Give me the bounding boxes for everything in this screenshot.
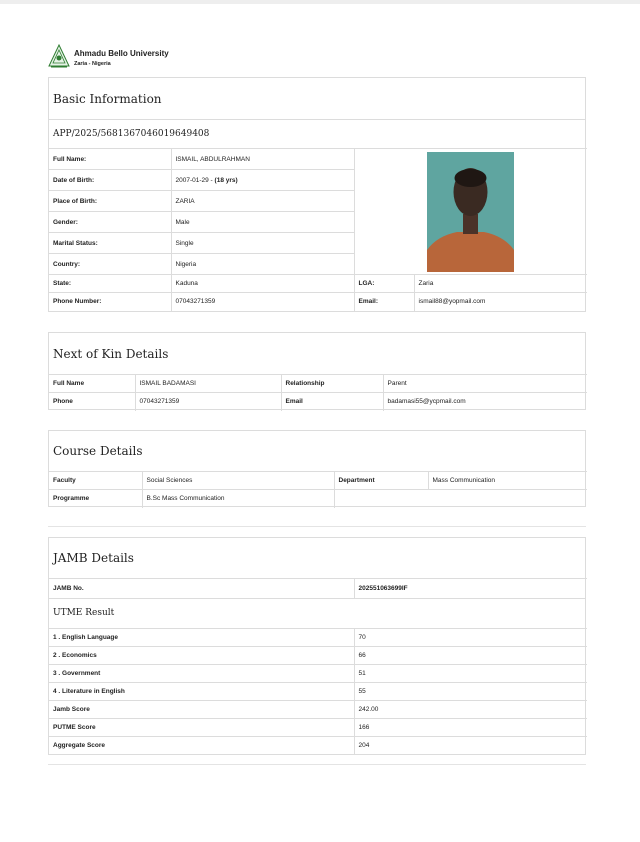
university-header: [48, 44, 169, 68]
putme-score-value: 166: [354, 718, 587, 736]
aggregate-score-value: 204: [354, 736, 587, 754]
basic-information-card: [48, 77, 586, 312]
jamb-number-value: 202551063699IF: [354, 579, 587, 598]
course-details-title: Course Details: [53, 444, 143, 458]
basic-information-table: [49, 148, 587, 311]
faculty-value: Social Sciences: [142, 472, 334, 490]
kin-phone-value: 07043271359: [135, 393, 281, 411]
marital-status-label: Marital Status:: [49, 233, 171, 254]
faculty-label: Faculty: [49, 472, 142, 490]
course-details-card: [48, 430, 586, 507]
subject-score: 66: [354, 646, 587, 664]
subject-label: 1 . English Language: [49, 628, 354, 646]
utme-result-title: UTME Result: [49, 598, 585, 628]
top-bar: [0, 0, 640, 4]
country-value: Nigeria: [171, 254, 354, 275]
kin-relationship-label: Relationship: [281, 375, 383, 393]
aggregate-score-label: Aggregate Score: [49, 736, 354, 754]
department-value: Mass Communication: [428, 472, 587, 490]
country-label: Country:: [49, 254, 171, 275]
subject-label: 3 . Government: [49, 664, 354, 682]
application-number: APP/2025/5681367046019649408: [49, 119, 585, 148]
subject-label: 2 . Economics: [49, 646, 354, 664]
pob-value: ZARIA: [171, 191, 354, 212]
passport-photo-cell: [354, 149, 587, 275]
kin-relationship-value: Parent: [383, 375, 587, 393]
next-of-kin-table: [49, 374, 587, 411]
dob-date: 2007-01-29 -: [175, 176, 213, 184]
jamb-number-table: [49, 578, 587, 598]
jamb-score-label: Jamb Score: [49, 700, 354, 718]
full-name-label: Full Name:: [49, 149, 171, 170]
programme-value: B.Sc Mass Communication: [142, 490, 334, 508]
utme-result-table: [49, 628, 587, 755]
kin-email-label: Email: [281, 393, 383, 411]
phone-number-value: 07043271359: [171, 293, 354, 311]
state-label: State:: [49, 275, 171, 293]
jamb-details-title: JAMB Details: [53, 551, 134, 565]
subject-score: 55: [354, 682, 587, 700]
pob-label: Place of Birth:: [49, 191, 171, 212]
phone-number-label: Phone Number:: [49, 293, 171, 311]
programme-label: Programme: [49, 490, 142, 508]
next-of-kin-card: [48, 332, 586, 410]
lga-label: LGA:: [354, 275, 414, 293]
dob-age: (18 yrs): [214, 176, 238, 184]
university-name: Ahmadu Bello University: [74, 49, 169, 58]
course-details-table: [49, 471, 587, 508]
bottom-divider: [48, 764, 586, 765]
gender-label: Gender:: [49, 212, 171, 233]
jamb-details-card: [48, 537, 586, 755]
state-value: Kaduna: [171, 275, 354, 293]
jamb-score-value: 242.00: [354, 700, 587, 718]
section-divider: [48, 526, 586, 527]
gender-value: Male: [171, 212, 354, 233]
jamb-number-label: JAMB No.: [49, 579, 354, 598]
dob-label: Date of Birth:: [49, 170, 171, 191]
kin-phone-label: Phone: [49, 393, 135, 411]
basic-information-title: Basic Information: [53, 91, 162, 106]
lga-value: Zaria: [414, 275, 587, 293]
department-label: Department: [334, 472, 428, 490]
university-location: Zaria - Nigeria: [74, 61, 111, 67]
kin-email-value: badamasi55@ycpmail.com: [383, 393, 587, 411]
subject-label: 4 . Literature in English: [49, 682, 354, 700]
dob-value: [171, 170, 354, 191]
subject-score: 51: [354, 664, 587, 682]
email-label: Email:: [354, 293, 414, 311]
university-logo-icon: [48, 44, 70, 68]
next-of-kin-title: Next of Kin Details: [53, 346, 169, 361]
email-value: ismail88@yopmail.com: [414, 293, 587, 311]
putme-score-label: PUTME Score: [49, 718, 354, 736]
kin-name-value: ISMAIL BADAMASI: [135, 375, 281, 393]
kin-name-label: Full Name: [49, 375, 135, 393]
passport-photo: [427, 152, 514, 272]
subject-score: 70: [354, 628, 587, 646]
marital-status-value: Single: [171, 233, 354, 254]
programme-empty-cell: [334, 490, 587, 508]
full-name-value: ISMAIL, ABDULRAHMAN: [171, 149, 354, 170]
